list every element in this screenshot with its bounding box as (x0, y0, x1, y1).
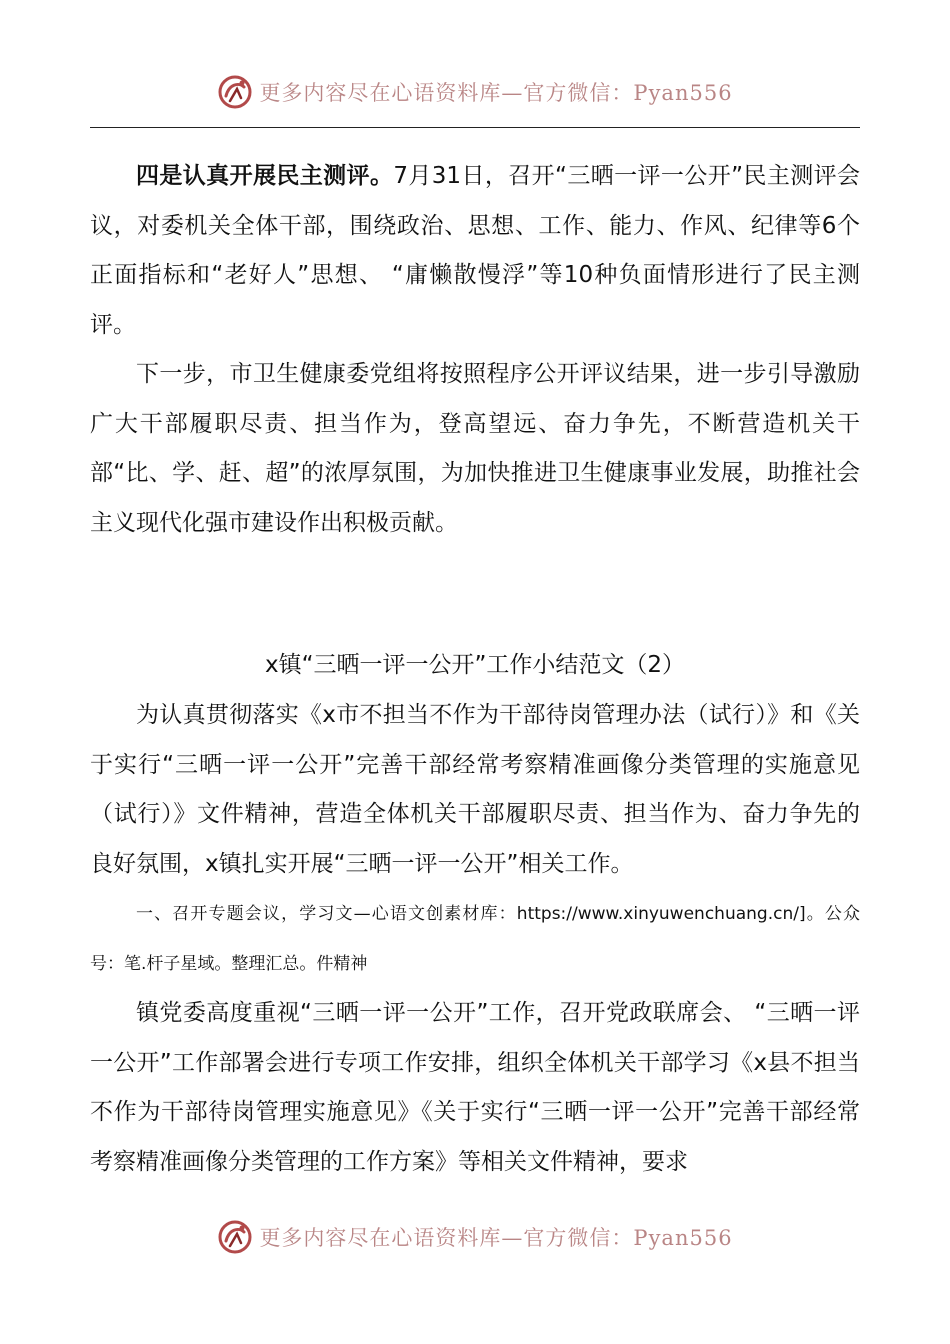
paragraph-lead: 四是认真开展民主测评。 (136, 163, 394, 189)
footer-banner (0, 1217, 950, 1257)
header-banner-text: 更多内容尽在心语资料库—官方微信：Pyan556 (259, 81, 733, 105)
header-banner (0, 72, 950, 112)
header-divider (90, 127, 860, 128)
footer-banner-text: 更多内容尽在心语资料库—官方微信：Pyan556 (259, 1226, 733, 1250)
logo-icon (217, 1219, 253, 1255)
paragraph-note: 一、召开专题会议，学习文—心语文创素材库：https://www.xinyuwenchuang.cn/]。公众号：笔.杆子星域。整理汇总。件精神 (90, 904, 860, 974)
paragraph-evaluation (90, 152, 860, 350)
paragraph-intro: 为认真贯彻落实《x市不担当不作为干部待岗管理办法（试行）》和《关于实行“三晒一评一公开”完善干部经常考察精准画像分类管理的实施意见（试行）》文件精神，营造全体机关干部履职尽责、担当作为、奋力争先的良好氛围，x镇扎实开展“三晒一评一公开”相关工作。 (90, 702, 860, 877)
paragraph-meeting: 镇党委高度重视“三晒一评一公开”工作，召开党政联席会、 “三晒一评一公开”工作部署会进行专项工作安排，组织全体机关干部学习《x县不担当不作为干部待岗管理实施意见》《关于实行“三晒一评一公开”完善干部经常考察精准画像分类管理的工作方案》等相关文件精神，要求 (90, 1000, 860, 1175)
logo-icon (217, 74, 253, 110)
paragraph-text: 7月31日，召开“三晒一评一公开”民主测评会议，对委机关全体干部，围绕政治、思想、工作、能力、作风、纪律等6个正面指标和“老好人”思想、 “庸懒散慢浮”等10种负面情形进行了民主测评。 (90, 163, 861, 338)
document-body (90, 152, 860, 1187)
section-title: x镇“三晒一评一公开”工作小结范文（2） (264, 652, 686, 678)
paragraph-next-step: 下一步，市卫生健康委党组将按照程序公开评议结果，进一步引导激励广大干部履职尽责、担当作为，登高望远、奋力争先，不断营造机关干部“比、学、赶、超”的浓厚氛围，为加快推进卫生健康事业发展，助推社会主义现代化强市建设作出积极贡献。 (90, 361, 860, 536)
